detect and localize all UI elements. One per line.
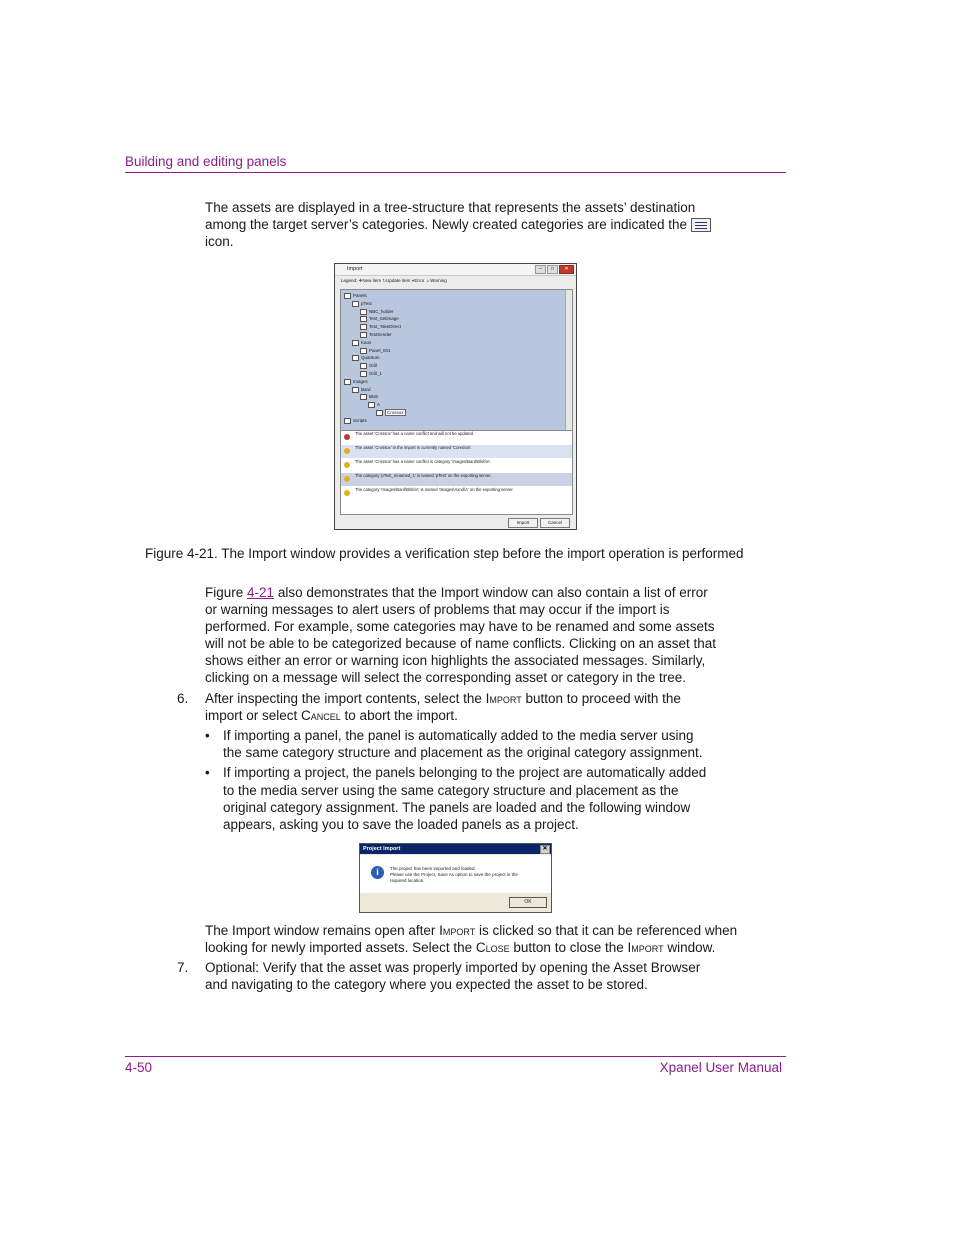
legend: Legend: ✚New item ↻Update item ●Error ▲Warning: [341, 278, 447, 283]
category-icon: [352, 355, 359, 361]
message-row[interactable]: [341, 487, 572, 500]
import-button[interactable]: Import: [508, 518, 538, 528]
bullet-1-marker: •: [205, 728, 210, 743]
category-icon: [360, 324, 367, 330]
step-6-number: 6.: [177, 691, 189, 706]
cancel-button[interactable]: Cancel: [540, 518, 570, 528]
tree-item-label: Images: [353, 378, 368, 384]
message-row[interactable]: [341, 431, 572, 444]
message-list[interactable]: [340, 430, 573, 515]
dialog-ok-button[interactable]: OK: [509, 897, 547, 908]
footer-rule: [125, 1056, 786, 1057]
manual-title: Xpanel User Manual: [659, 1060, 782, 1075]
para1-line-3: performed. For example, some categories may have to be renamed and some assets: [205, 619, 715, 634]
tree-item-label: Test_TakeDirect: [369, 324, 402, 330]
header-rule: [125, 172, 786, 173]
tree-item[interactable]: [360, 309, 394, 315]
tree-item-label: Crossox: [387, 410, 404, 416]
category-icon: [352, 340, 359, 346]
para1-line-2: or warning messages to alert users of problems that may occur if the import is: [205, 602, 670, 617]
category-icon: [360, 348, 367, 354]
tree-item[interactable]: [360, 394, 378, 400]
bullet-2-marker: •: [205, 765, 210, 780]
error-icon: ●: [411, 278, 415, 283]
step-7-number: 7.: [177, 960, 189, 975]
para1-line-5: shows either an error or warning icon highlights the associated messages. Similarly,: [205, 653, 706, 668]
maximize-button[interactable]: □: [547, 265, 558, 274]
tree-item-label: A: [377, 402, 381, 408]
tree-scrollbar[interactable]: [565, 290, 572, 430]
category-icon: [360, 309, 367, 315]
page-number: 4-50: [125, 1060, 153, 1075]
message-text: The category 'Images\Bard\Blob\A' is named 'Images\Axnd\A' on the exporting server.: [355, 487, 514, 492]
info-icon: i: [371, 866, 384, 879]
import-window-title: Import: [347, 266, 363, 272]
tree-item-label: Quantum: [361, 355, 380, 361]
category-icon: [360, 316, 367, 322]
bullet-2-line-2: to the media server using the same category structure and placement as the: [223, 783, 679, 798]
tree-item[interactable]: [360, 324, 401, 330]
tree-item-label: Test_Setimage: [369, 316, 399, 322]
category-icon: [344, 293, 351, 299]
close-button[interactable]: ✕: [559, 265, 574, 274]
warning-icon: [344, 462, 350, 468]
tree-item[interactable]: [360, 332, 392, 338]
bullet-1-line-1: If importing a panel, the panel is automatically added to the media server using: [223, 728, 694, 743]
category-icon: [360, 332, 367, 338]
para1-line-1: Figure 4-21 also demonstrates that the Import window can also contain a list of error: [205, 585, 708, 600]
para1-line-6: clicking on a message will select the corresponding asset or category in the tree.: [205, 670, 686, 685]
category-icon: [360, 371, 367, 377]
para2-line-1: The Import window remains open after Import is clicked so that it can be referenced when: [205, 923, 738, 938]
tree-item[interactable]: [360, 348, 391, 354]
intro-line-3: icon.: [205, 234, 234, 249]
tree-item-label: Scripts: [353, 417, 367, 423]
tree-item[interactable]: [360, 316, 399, 322]
step-6-line-1: After inspecting the import contents, select the Import button to proceed with the: [205, 691, 681, 706]
figure-caption: Figure 4-21. The Import window provides a verification step before the import operation is performed: [145, 546, 744, 561]
error-icon: [344, 434, 350, 440]
warning-icon: ▲: [425, 278, 431, 283]
category-icon: [376, 410, 383, 416]
warning-icon: [344, 490, 350, 496]
category-icon: [344, 418, 351, 424]
para1-line-4: will not be able to be categorized because of name conflicts. Clicking on an asset that: [205, 636, 717, 651]
minimize-button[interactable]: –: [535, 265, 546, 274]
dialog-close-button[interactable]: ✕: [540, 845, 550, 854]
tree-item-label: NBC_holder: [369, 308, 394, 314]
message-text: The asset 'Crossox' in the import is currently named 'Coredom'.: [355, 445, 473, 450]
category-icon: [360, 363, 367, 369]
category-icon: [352, 387, 359, 393]
figure-link[interactable]: 4-21: [247, 585, 275, 600]
tree-item[interactable]: [352, 387, 371, 393]
tree-item-label: Panel_001: [369, 347, 391, 353]
step-6-line-2: import or select Cancel to abort the import.: [205, 708, 458, 723]
tree-item[interactable]: [344, 379, 368, 385]
message-text: The category 'pTest_renamed_1' is named 'pTest' on the exporting server.: [355, 473, 492, 478]
import-window: [334, 263, 577, 530]
update-item-icon: ↻: [382, 278, 387, 283]
tree-item[interactable]: [352, 355, 380, 361]
category-icon: [352, 301, 359, 307]
tree-item[interactable]: [376, 410, 406, 416]
tree-item[interactable]: [360, 371, 382, 377]
category-icon: [368, 402, 375, 408]
dialog-message: The project has been imported and loaded. Please use the Project, Save As option to save the project in the required location.: [390, 866, 518, 883]
project-import-dialog: [359, 843, 552, 913]
tree-item-label: Kaos: [361, 339, 372, 345]
tree-item[interactable]: [352, 340, 371, 346]
tree-item-label: Bard: [361, 386, 371, 392]
intro-line-2: among the target server’s categories. Newly created categories are indicated the: [205, 216, 711, 233]
tree-item[interactable]: [344, 293, 367, 299]
new-item-icon: ✚: [358, 278, 363, 283]
bullet-2-line-3: original category assignment. The panels are loaded and the following window: [223, 800, 691, 815]
dialog-body: [360, 855, 551, 893]
tree-item-label: TestSender: [369, 332, 392, 338]
bullet-2-line-1: If importing a project, the panels belonging to the project are automatically added: [223, 765, 707, 780]
tree-item-label: Grill_1: [369, 371, 383, 377]
asset-tree[interactable]: [340, 289, 573, 431]
message-text: The asset 'Crossox' has a name conflict in category 'Images\Bard\Blob\A'.: [355, 459, 492, 464]
intro-line-1: The assets are displayed in a tree-structure that represents the assets’ destination: [205, 200, 696, 215]
tree-item-label: Blob: [369, 394, 379, 400]
tree-item[interactable]: [368, 402, 380, 408]
dialog-titlebar: Project Import ✕: [360, 844, 551, 854]
tree-item-label: pTest: [361, 300, 372, 306]
import-window-titlebar: [335, 264, 576, 276]
category-icon: [360, 394, 367, 400]
message-row[interactable]: [341, 473, 572, 486]
warning-icon: [344, 448, 350, 454]
warning-icon: [344, 476, 350, 482]
tree-item-label: Panels: [353, 293, 367, 299]
message-text: The asset 'Crossox' has a name conflict and will not be updated.: [355, 431, 475, 436]
tree-item[interactable]: [344, 418, 367, 424]
message-row[interactable]: [341, 459, 572, 472]
step-7-line-1: Optional: Verify that the asset was properly imported by opening the Asset Browser: [205, 960, 701, 975]
tree-item[interactable]: [352, 301, 372, 307]
para2-line-2: looking for newly imported assets. Select the Close button to close the Import window.: [205, 940, 716, 955]
new-category-icon: [691, 218, 711, 232]
step-7-line-2: and navigating to the category where you expected the asset to be stored.: [205, 977, 648, 992]
tree-item-label: Grill: [369, 363, 377, 369]
bullet-1-line-2: the same category structure and placement as the original category assignment.: [223, 745, 703, 760]
category-icon: [344, 379, 351, 385]
message-row[interactable]: [341, 445, 572, 458]
bullet-2-line-4: appears, asking you to save the loaded panels as a project.: [223, 817, 579, 832]
running-header: Building and editing panels: [125, 154, 287, 169]
tree-item[interactable]: [360, 363, 377, 369]
